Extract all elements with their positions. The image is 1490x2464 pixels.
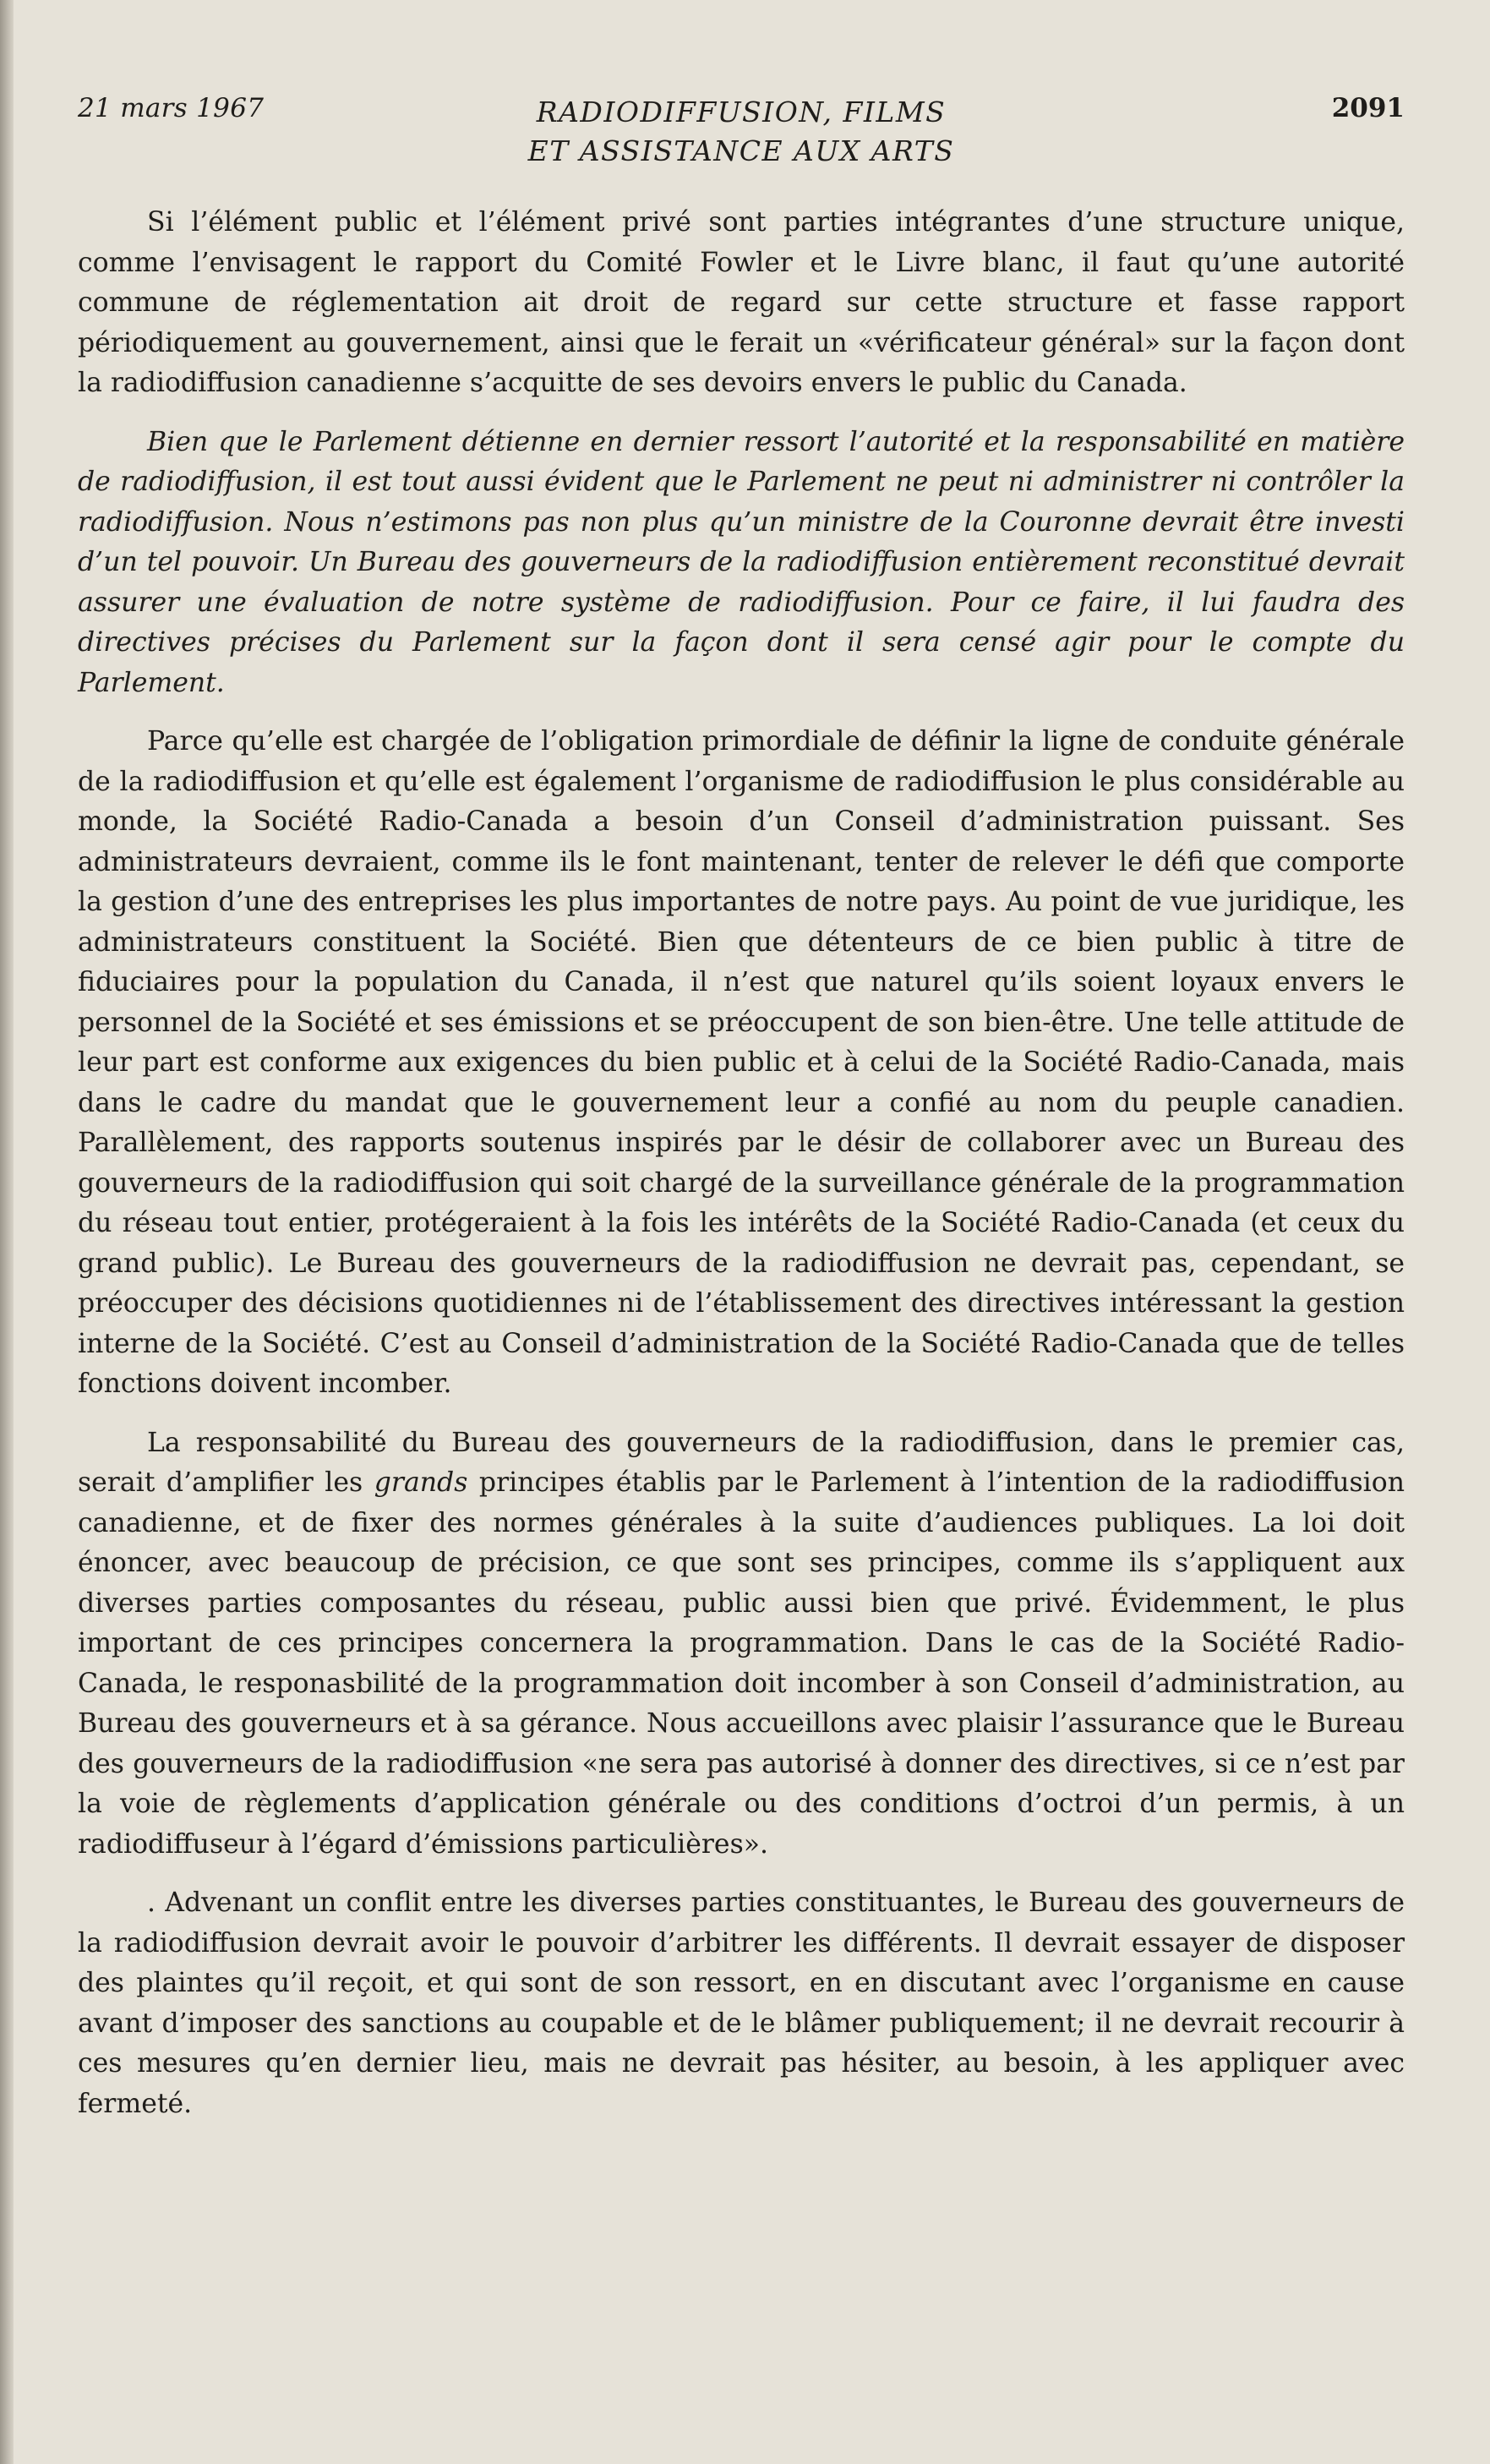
page-header: [78, 90, 1405, 166]
paragraph-4-emphasis: grands: [374, 1467, 468, 1498]
header-date: 21 mars 1967: [78, 93, 265, 123]
paragraph-4-part-1: La responsabilité du Bureau des gouverneurs de la radiodiffusion, dans le premier cas, serait d’amplifier les: [78, 1427, 1405, 1498]
paragraph-4: [78, 1423, 1405, 1866]
paragraph-4-part-2: principes établis par le Parlement à l’intention de la radiodiffusion canadienne, et de fixer des normes générales à la suite d’audiences publiques. La loi doit énoncer, avec beaucoup de précision, ce que sont ses principes, comme ils s’appliquent aux diverses parties composantes du réseau, public aussi bien que privé. Évidemment, le plus important de ces principes concernera la programmation. Dans le cas de la Société Radio-Canada, le responasbilité de la programmation doit incomber à son Conseil d’administration, au Bureau des gouverneurs et à sa gérance. Nous accueillons avec plaisir l’assurance que le Bureau des gouverneurs de la radiodiffusion «ne sera pas autorisé à donner des directives, si ce n’est par la voie de règlements d’application générale ou des conditions d’octroi d’un permis, à un radiodiffuseur à l’égard d’émissions particulières».: [78, 1467, 1405, 1860]
page-binding-edge: [0, 0, 14, 2464]
paragraph-1: Si l’élément public et l’élément privé sont parties intégrantes d’une structure unique, comme l’envisagent le rapport du Comité Fowler et le Livre blanc, il faut qu’une autorité commune de réglementation ait droit de regard sur cette structure et fasse rapport périodiquement au gouvernement, ainsi que le ferait un «vérificateur général» sur la façon dont la radiodiffusion canadienne s’acquitte de ses devoirs envers le public du Canada.: [78, 207, 1405, 398]
header-title: [78, 93, 1405, 171]
document-body: [78, 203, 1405, 2143]
paragraph-3: Parce qu’elle est chargée de l’obligation primordiale de définir la ligne de conduite générale de la radiodiffusion et qu’elle est également l’organisme de radiodiffusion le plus considérable au monde, la Société Radio-Canada a besoin d’un Conseil d’administration puissant. Ses administrateurs devraient, comme ils le font maintenant, tenter de relever le défi que comporte la gestion d’une des entreprises les plus importantes de notre pays. Au point de vue juridique, les administrateurs constituent la Société. Bien que détenteurs de ce bien public à titre de fiduciaires pour la population du Canada, il n’est que naturel qu’ils soient loyaux envers le personnel de la Société et ses émissions et se préoccupent de son bien-être. Une telle attitude de leur part est conforme aux exigences du bien public et à celui de la Société Radio-Canada, mais dans le cadre du mandat que le gouvernement leur a confié au nom du peuple canadien. Parallèlement, des rapports soutenus inspirés par le désir de collaborer avec un Bureau des gouverneurs de la radiodiffusion qui soit chargé de la surveillance générale de la programmation du réseau tout entier, protégeraient à la fois les intérêts de la Société Radio-Canada (et ceux du grand public). Le Bureau des gouverneurs de la radiodiffusion ne devrait pas, cependant, se préoccuper des décisions quotidiennes ni de l’établissement des directives intéressant la gestion interne de la Société. C’est au Conseil d’administration de la Société Radio-Canada que de telles fonctions doivent incomber.: [78, 726, 1405, 1399]
header-title-line-2: ET ASSISTANCE AUX ARTS: [527, 134, 955, 167]
paragraph-2-italic: Bien que le Parlement détienne en dernier ressort l’autorité et la responsabilité en matière de radiodiffusion, il est tout aussi évident que le Parlement ne peut ni administrer ni contrôler la radiodiffusion. Nous n’estimons pas non plus qu’un ministre de la Couronne devrait être investi d’un tel pouvoir. Un Bureau des gouverneurs de la radiodiffusion entièrement reconstitué devrait assurer une évaluation de notre système de radiodiffusion. Pour ce faire, il lui faudra des directives précises du Parlement sur la façon dont il sera censé agir pour le compte du Parlement.: [78, 426, 1405, 698]
paragraph-5: . Advenant un conflit entre les diverses parties constituantes, le Bureau des gouverneurs de la radiodiffusion devrait avoir le pouvoir d’arbitrer les différents. Il devrait essayer de disposer des plaintes qu’il reçoit, et qui sont de son ressort, en en discutant avec l’organisme en cause avant d’imposer des sanctions au coupable et de le blâmer publiquement; il ne devrait recourir à ces mesures qu’en dernier lieu, mais ne devrait pas hésiter, au besoin, à les appliquer avec fermeté.: [78, 1888, 1405, 2119]
header-title-line-1: RADIODIFFUSION, FILMS: [536, 96, 947, 128]
page-number: 2091: [1331, 93, 1405, 123]
